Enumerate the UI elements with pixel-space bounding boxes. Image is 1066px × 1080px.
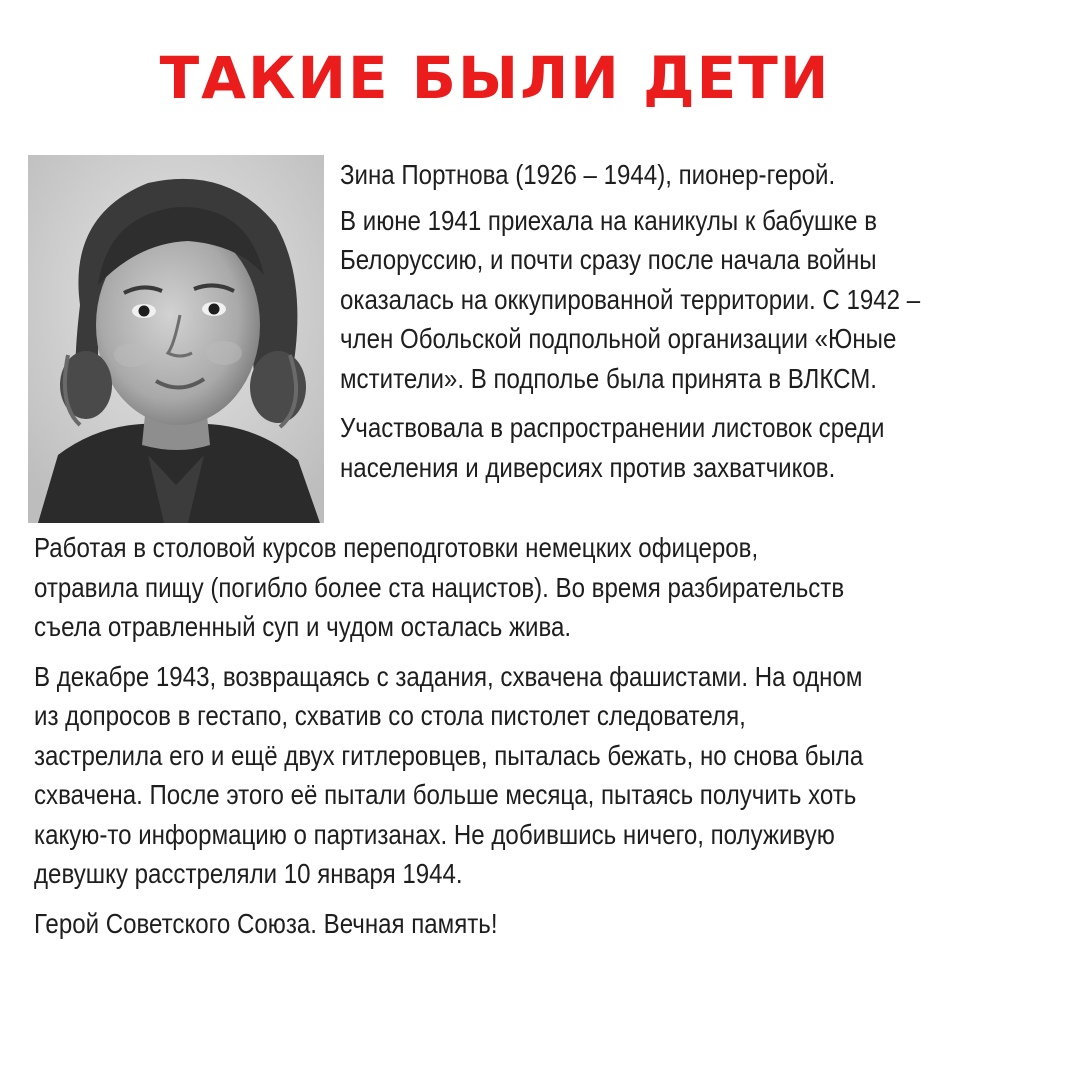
text-line: девушку расстреляли 10 января 1944. (34, 858, 463, 889)
text-line: Зина Портнова (1926 – 1944), пионер-герой. (340, 159, 836, 190)
text-line: застрелила его и ещё двух гитлеровцев, пыталась бежать, но снова была (34, 739, 864, 771)
portrait-photo (28, 155, 324, 523)
text-line: В декабре 1943, возвращаясь с задания, схвачена фашистами. На одном (34, 660, 863, 692)
text-line: съела отравленный суп и чудом осталась жива. (34, 611, 572, 642)
text-line: из допросов в гестапо, схватив со стола пистолет следователя, (34, 700, 746, 731)
text-line: Герой Советского Союза. Вечная память! (34, 907, 498, 939)
closing-line (34, 904, 1042, 944)
text-line: Участвовала в распространении листовок среди (340, 412, 885, 443)
text-line: В июне 1941 приехала на каникулы к бабушке в (340, 204, 878, 236)
text-line: отравила пищу (погибло более ста нацистов). Во время разбирательств (34, 571, 845, 603)
text-line: схвачена. После этого её пытали больше месяца, пытаясь получить хоть (34, 779, 857, 810)
text-line: населения и диверсиях против захватчиков. (340, 451, 836, 483)
intro-text (340, 155, 1040, 497)
text-line: Работая в столовой курсов переподготовки немецких офицеров, (34, 532, 759, 563)
biography-paragraph (34, 657, 1042, 894)
text-line: Белоруссию, и почти сразу после начала войны (340, 244, 877, 275)
biography-paragraph (340, 408, 1038, 487)
text-line: оказалась на оккупированной территории. С 1942 – (340, 283, 921, 315)
main-text (34, 528, 1044, 953)
subtitle-paragraph (340, 155, 1038, 195)
page-title: ТАКИЕ БЫЛИ ДЕТИ (159, 44, 831, 112)
biography-paragraph (34, 528, 1042, 647)
text-line: мстители». В подполье была принята в ВЛКСМ. (340, 362, 877, 394)
text-line: какую-то информацию о партизанах. Не добившись ничего, полуживую (34, 818, 835, 850)
text-line: член Обольской подпольной организации «Юные (340, 323, 897, 354)
biography-paragraph (340, 201, 1038, 399)
portrait-illustration (28, 155, 324, 523)
